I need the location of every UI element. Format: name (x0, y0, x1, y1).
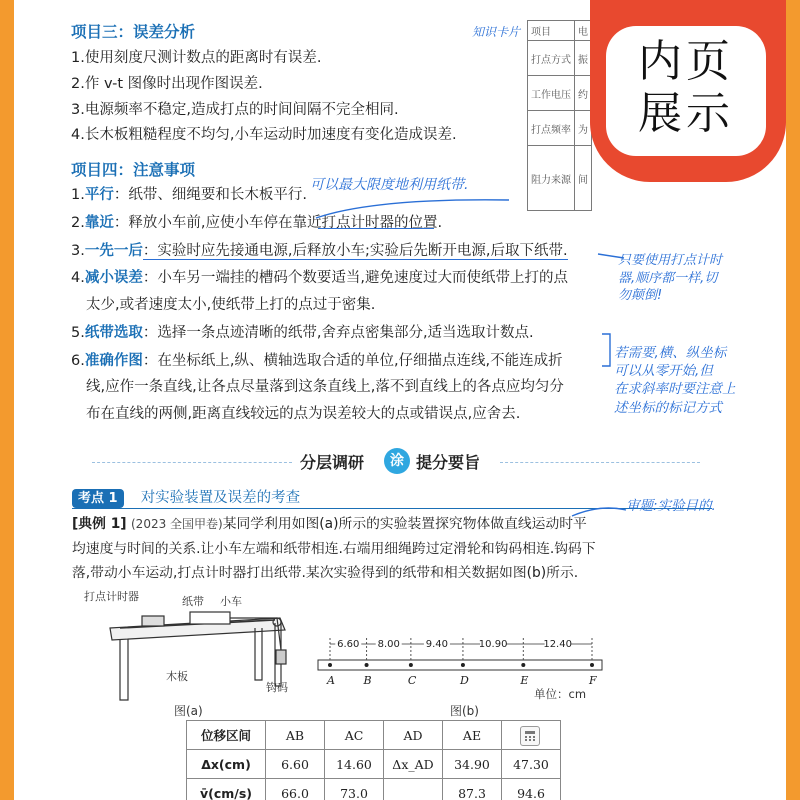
table-cell: 73.0 (325, 779, 384, 800)
list-item: 2.作 v-t 图像时出现作图误差. (71, 75, 263, 92)
tape-strip (318, 660, 602, 670)
badge-text: 内页 展示 (638, 36, 734, 139)
banner-left: 分层调研 (300, 453, 365, 472)
figure-a (80, 588, 300, 718)
tape-point (328, 663, 332, 667)
inner-page-badge (590, 0, 786, 188)
list-item: 6.准确作图：在坐标纸上,纵、横轴选取合适的单位,仔细描点连线,不能连成折 (71, 352, 563, 369)
badge-inner (606, 26, 766, 156)
handnote-3-bracket (598, 330, 622, 370)
handnote-card-title: 知识卡片 (472, 25, 521, 39)
list-item: 1.使用刻度尺测计数点的距离时有误差. (71, 50, 322, 66)
handnote-1: 可以最大限度地利用纸带. (310, 177, 469, 193)
list-item: 4.减小误差：小车另一端挂的槽码个数要适当,避免速度过大而使纸带上打的点 (71, 270, 568, 287)
figure-b (310, 632, 610, 692)
example-label: [典例 1] (72, 516, 127, 532)
handnote-2: 只要使用打点计时 器,顺序都一样,切 勿颠倒! (618, 253, 723, 304)
card-cell: 振 (575, 41, 592, 76)
card-cell: 约 (575, 76, 592, 111)
example-paragraph: [典例 1] (2023 全国甲卷)某同学利用如图(a)所示的实验装置探究物体做直线运动时平 均速度与时间的关系.让小车左端和纸带相连.右端用细绳跨过定滑轮和钩码相连.钩码下 落,带动小车运动,打点计时器打出纸带.某次实验得到的纸带和相关数据如图(b)所示. (72, 516, 596, 582)
list-item: 3.电源频率不稳定,造成打点的时间间隔不完全相同. (71, 101, 399, 118)
list-item: 4.长木板粗糙程度不均匀,小车运动时加速度有变化造成误差. (71, 127, 457, 144)
section3-list (71, 48, 457, 147)
table-cell: v̄(cm/s) (187, 779, 266, 800)
table-cell: 47.30 (502, 750, 561, 779)
table-cell: AE (443, 721, 502, 750)
section-banner (14, 448, 786, 476)
card-cell: 打点频率 (528, 111, 575, 146)
table-row (187, 779, 561, 800)
table-cell: Δx_AD (384, 750, 443, 779)
handnote-4: 审题:实验目的. (626, 498, 716, 514)
table-cell: 6.60 (266, 750, 325, 779)
table-cell: AB (266, 721, 325, 750)
point-label: E (520, 674, 529, 687)
example-source: (2023 全国甲卷) (131, 517, 223, 531)
table-cell: 位移区间 (187, 721, 266, 750)
figure-a-caption: 图(a) (174, 704, 203, 718)
calculator-icon[interactable] (520, 726, 540, 746)
fig-a-board-label: 木板 (166, 670, 188, 683)
card-cell: 打点方式 (528, 41, 575, 76)
table-cell: 34.90 (443, 750, 502, 779)
section3-title: 项目三：误差分析 (71, 23, 196, 41)
table-cell: Δx(cm) (187, 750, 266, 779)
fig-a-cart-label: 小车 (220, 595, 242, 608)
kaodian-title: 对实验装置及误差的考查 (140, 490, 301, 506)
tape-point (521, 663, 525, 667)
table-row (187, 750, 561, 779)
gap-label: 12.40 (543, 639, 572, 650)
list-item: 3.一先一后：实验时应先接通电源,后释放小车;实验后先断开电源,后取下纸带. (71, 242, 568, 259)
table-cell: AC (325, 721, 384, 750)
gap-label: 10.90 (478, 639, 508, 650)
point-label: A (327, 674, 335, 687)
point-label: C (407, 674, 417, 687)
card-cell: 间 (575, 146, 592, 211)
card-cell: 阻力来源 (528, 146, 575, 211)
list-item: 1.平行：纸带、细绳要和长木板平行. (71, 187, 307, 203)
figure-b-unit: 单位：cm (534, 687, 587, 701)
banner-mid-badge: 涂 (384, 448, 410, 474)
table-cell (384, 779, 443, 800)
tape-point (461, 663, 465, 667)
table-cell: 66.0 (266, 779, 325, 800)
tape-point (365, 663, 369, 667)
tape-point (409, 663, 413, 667)
knowledge-card-table (527, 20, 592, 211)
card-cell: 项目 (528, 21, 575, 41)
section4-title: 项目四：注意事项 (71, 161, 196, 179)
table-row (187, 721, 561, 750)
point-label: F (589, 674, 597, 687)
list-item-cont: 线,应作一条直线,让各点尽量落到这条直线上,落不到直线上的各点应均匀分 (86, 379, 564, 396)
table-cell: 87.3 (443, 779, 502, 800)
point-label: B (363, 674, 372, 687)
point-label: D (459, 674, 469, 687)
list-item-cont: 布在直线的两侧,距离直线较远的点为误差较大的点或错误点,应舍去. (86, 406, 521, 422)
list-item: 5.纸带选取：选择一条点迹清晰的纸带,舍弃点密集部分,适当选取计数点. (71, 324, 534, 341)
fig-a-timer-label: 打点计时器 (84, 590, 139, 603)
card-cell: 为 (575, 111, 592, 146)
handnote-1-arrow (314, 192, 514, 222)
data-table (186, 720, 561, 800)
badge-background (590, 0, 786, 182)
handnote-2-arrow (596, 244, 626, 264)
gap-label: 9.40 (425, 639, 449, 650)
card-cell: 电 (575, 21, 592, 41)
gap-label: 6.60 (337, 639, 360, 650)
card-cell: 工作电压 (528, 76, 575, 111)
table-cell: 14.60 (325, 750, 384, 779)
fig-a-weight-label: 钩码 (266, 681, 288, 694)
handnote-3: 若需要,横、纵坐标 可以从零开始,但 在求斜率时要注意上 述坐标的标记方式 (614, 345, 736, 416)
banner-rule-right (500, 462, 700, 463)
figure-b-caption: 图(b) (450, 704, 479, 718)
table-cell: AD (384, 721, 443, 750)
tape-point (590, 663, 594, 667)
banner-rule-left (92, 462, 292, 463)
banner-right: 提分要旨 (416, 453, 481, 472)
list-item-cont: 太少,或者速度太小,使纸带上打的点过于密集. (86, 297, 376, 313)
fig-a-tape-label: 纸带 (182, 595, 204, 608)
kaodian-label: 考点 1 (72, 489, 124, 508)
list-item: 2.靠近：释放小车前,应使小车停在靠近打点计时器的位置. (71, 214, 443, 231)
underline-mark (318, 228, 434, 229)
table-cell: 94.6 (502, 779, 561, 800)
gap-label: 8.00 (377, 639, 400, 650)
